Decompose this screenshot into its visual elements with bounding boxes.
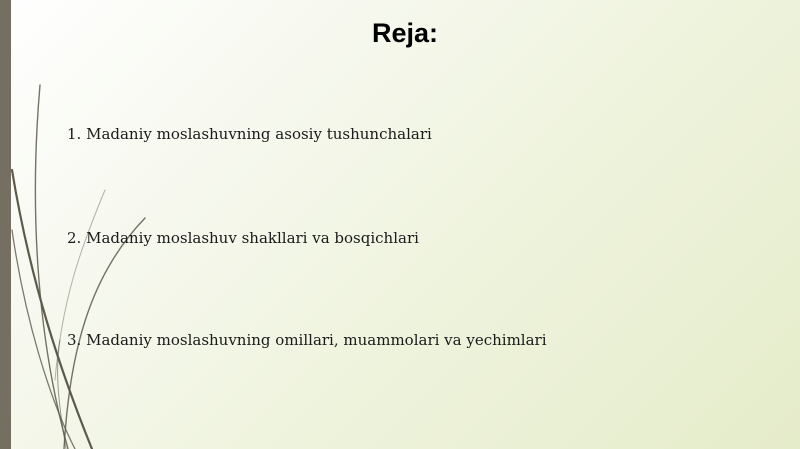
leaf-stems-decoration	[0, 0, 160, 449]
agenda-item: 3. Madaniy moslashuvning omillari, muammolari va yechimlari	[67, 331, 547, 349]
slide-title: Reja:	[371, 18, 439, 48]
agenda-item: 2. Madaniy moslashuv shakllari va bosqichlari	[67, 229, 419, 247]
agenda-item: 1. Madaniy moslashuvning asosiy tushunchalari	[67, 125, 432, 143]
